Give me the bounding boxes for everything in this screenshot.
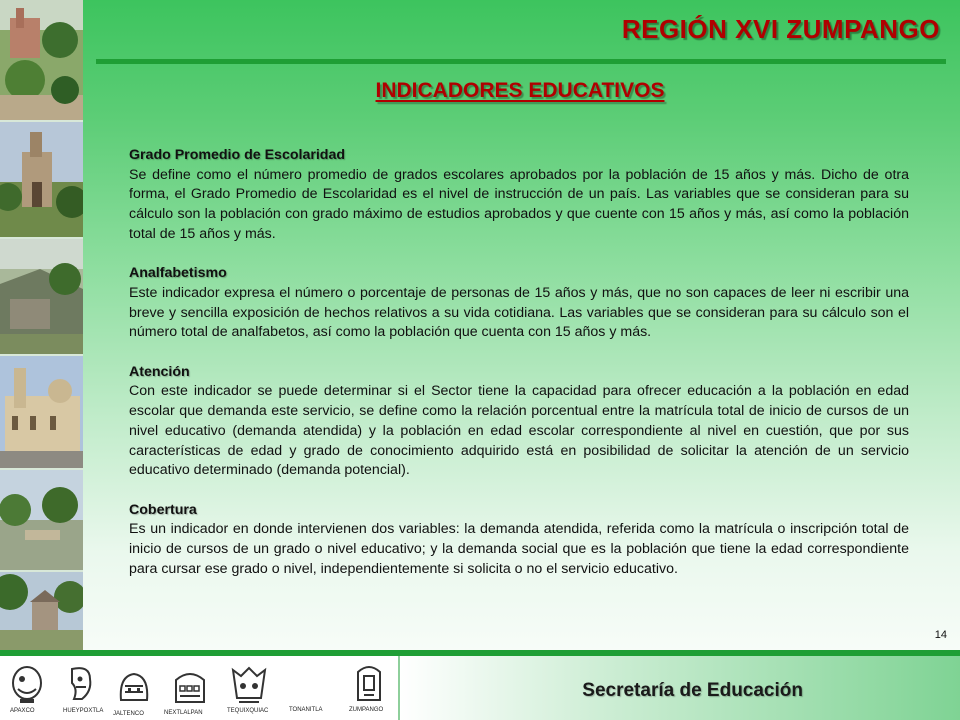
emblem-label: TEQUIXQUIAC xyxy=(227,708,269,714)
section-body: Es un indicador en donde intervienen dos variables: la demanda atendida, referida como la matrícula o inscripción total de inicio de cursos de un grado o nivel educativo; y la demanda social que es la población que tiene la edad correspondiente para cursar ese grado o nivel, independientemente si solicita o no el servicio educativo. xyxy=(129,521,909,577)
zumpango-emblem-icon xyxy=(352,662,386,709)
emblem-label: TONANITLA xyxy=(289,707,323,713)
section-body: Este indicador expresa el número o porcentaje de personas de 15 años y más, que no son capaces de leer ni escribir una breve y sencilla exposición de hechos relativos a su vida cotidiana. Las variables que se consideran para su cálculo son el número total de analfabetos, así como la población que cuenta con 15 años y más. xyxy=(129,284,909,341)
nextlalpan-emblem-icon xyxy=(172,668,208,711)
emblem-label: ZUMPANGO xyxy=(349,707,384,713)
section-heading: Grado Promedio de Escolaridad xyxy=(129,147,346,163)
kiosk-photo xyxy=(0,572,83,652)
jaltenco-emblem-icon xyxy=(117,670,151,711)
page-number: 14 xyxy=(934,629,947,641)
tequixquiac-emblem-icon xyxy=(229,664,269,711)
region-title: REGIÓN XVI ZUMPANGO xyxy=(621,14,940,44)
section-heading: Analfabetismo xyxy=(129,265,227,282)
secretaria-label: Secretaría de Educación xyxy=(582,680,803,701)
section-analfabetismo xyxy=(129,264,909,343)
section-heading: Atención xyxy=(129,363,190,380)
emblem-label: HUEYPOXTLA xyxy=(63,708,104,714)
title-divider xyxy=(96,59,946,64)
apaxco-emblem-icon xyxy=(10,665,44,710)
section-body: Con este indicador se puede determinar si el Sector tiene la capacidad para ofrecer educación a la población en edad escolar que demanda este servicio, se define como la relación porcentual entre la matrícula total de inicio de cursos de un nivel educativo (demanda atendida) y la población en edad escolar correspondiente al nivel en cuestión, que por sus características de edad y grado de conocimiento adquirido está en posibilidad de solicitar la atención de un servicio educativo determinado (demanda potencial). xyxy=(129,383,909,479)
section-grado-promedio xyxy=(129,146,909,245)
section-heading: Cobertura xyxy=(129,501,197,518)
emblem-label: APAXCO xyxy=(10,708,35,714)
ruins-photo xyxy=(0,239,83,356)
footer-divider xyxy=(398,656,400,720)
emblem-label: JALTENCO xyxy=(113,711,144,717)
content-body xyxy=(129,146,909,599)
footer xyxy=(0,656,960,720)
hueypoxtla-emblem-icon xyxy=(66,665,96,710)
section-atencion xyxy=(129,363,909,481)
park-photo xyxy=(0,470,83,572)
plaza-photo xyxy=(0,0,83,122)
building-photo xyxy=(0,356,83,470)
document-title: INDICADORES EDUCATIVOS xyxy=(375,79,665,102)
church-photo xyxy=(0,122,83,239)
emblem-label: NEXTLALPAN xyxy=(164,710,203,716)
section-body: Se define como el número promedio de grados escolares aprobados por la población de 15 años y más. Dicho de otra forma, el Grado Promedio de Escolaridad es el nivel de instrucción de un país. Las variables que se consideran para su cálculo son la población con grado máximo de estudios aprobados y que cuente con 15 años y más, así como la población total de 15 años y más. xyxy=(129,166,909,242)
section-cobertura xyxy=(129,501,909,580)
